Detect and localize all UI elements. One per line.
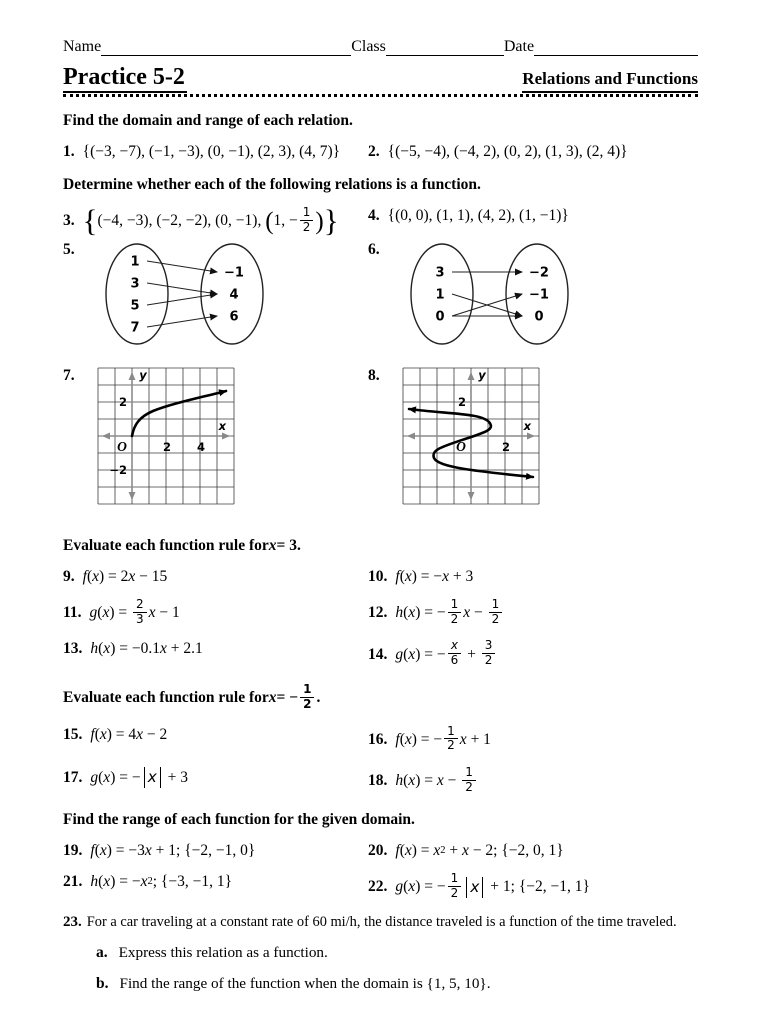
math-variable: x bbox=[462, 841, 469, 859]
math-variable: g bbox=[395, 878, 404, 896]
svg-text:5: 5 bbox=[130, 298, 140, 314]
expression bbox=[395, 870, 590, 902]
problems-1-2 bbox=[63, 143, 698, 161]
problem-5 bbox=[63, 241, 368, 349]
math-text: ( bbox=[86, 567, 93, 585]
math-variable: x bbox=[268, 536, 277, 554]
problem-number: 4. bbox=[368, 207, 380, 225]
math-text: Find the domain and range of each relation. bbox=[63, 112, 353, 130]
math-variable: x bbox=[99, 725, 107, 743]
math-text: ( bbox=[403, 878, 409, 896]
problem-4 bbox=[368, 207, 698, 225]
problem-number: 1. bbox=[63, 143, 75, 161]
evaluate-neg-half-heading bbox=[63, 681, 698, 713]
math-text: ) = bbox=[109, 604, 131, 622]
fraction bbox=[462, 766, 476, 795]
svg-text:O: O bbox=[455, 438, 466, 454]
math-variable: h bbox=[395, 772, 404, 790]
math-text: ( bbox=[98, 872, 104, 890]
problem-23 bbox=[63, 914, 698, 931]
name-label: Name bbox=[63, 38, 102, 55]
problem-6 bbox=[368, 241, 698, 349]
fraction-numerator: 3 bbox=[482, 639, 496, 654]
math-variable: x bbox=[144, 841, 152, 859]
problems-21-22 bbox=[63, 870, 698, 902]
fraction bbox=[300, 683, 314, 712]
math-variable: g bbox=[395, 645, 404, 663]
math-variable: x bbox=[99, 841, 107, 859]
fraction bbox=[448, 872, 462, 901]
math-variable: x bbox=[102, 604, 110, 622]
svg-text:x: x bbox=[218, 418, 226, 433]
math-text: ) = bbox=[411, 841, 434, 859]
math-variable: f bbox=[90, 725, 95, 743]
svg-text:1: 1 bbox=[435, 287, 445, 303]
math-text: ( bbox=[94, 841, 100, 859]
problem-text bbox=[87, 914, 677, 931]
problem-number: 3. bbox=[63, 212, 75, 230]
math-text: + bbox=[463, 645, 480, 663]
problem-number: 18. bbox=[368, 772, 388, 790]
math-text: − bbox=[470, 604, 487, 622]
math-text: + 1 bbox=[466, 730, 491, 748]
problem-14 bbox=[368, 640, 698, 669]
math-text: For a car traveling at a constant rate of 60 mi/h, the distance traveled is a function of the time traveled. bbox=[86, 914, 677, 931]
subitem-letter: a. bbox=[96, 944, 108, 962]
expression bbox=[395, 596, 504, 628]
math-text: (−4, −3), (−2, −2), (0, −1), bbox=[97, 212, 266, 230]
expression: f ( x ) = x 2 + x − 2; {−2, 0, 1} bbox=[395, 841, 564, 859]
name-input-line[interactable] bbox=[101, 40, 351, 56]
title-row bbox=[63, 65, 698, 97]
problem-9 bbox=[63, 568, 368, 586]
fraction bbox=[489, 598, 503, 627]
fraction-denominator: 2 bbox=[484, 653, 493, 668]
date-label: Date bbox=[503, 38, 535, 55]
coordinate-graph bbox=[97, 367, 235, 505]
math-text: ( bbox=[94, 725, 100, 743]
math-text: ) = 4 bbox=[106, 725, 137, 743]
find-range-heading bbox=[63, 811, 698, 829]
math-text: ) = − bbox=[411, 730, 443, 748]
expression bbox=[90, 842, 255, 860]
big-delimiter: { bbox=[82, 203, 98, 239]
math-text: {(−5, −4), (−4, 2), (0, 2), (1, 3), (2, 4)} bbox=[387, 143, 628, 161]
math-variable: x bbox=[103, 768, 111, 786]
svg-text:6: 6 bbox=[229, 309, 239, 325]
fraction bbox=[300, 206, 314, 235]
problem-number: 12. bbox=[368, 604, 388, 622]
math-variable: x bbox=[404, 841, 412, 859]
math-text: + 1; {−2, −1, 1} bbox=[486, 878, 590, 896]
math-text: ) = − bbox=[411, 567, 443, 585]
problem-23a bbox=[63, 944, 698, 962]
problem-number: 14. bbox=[368, 645, 388, 663]
problem-2 bbox=[368, 143, 698, 161]
math-text: ) = −0.1 bbox=[110, 640, 160, 658]
svg-text:−1: −1 bbox=[223, 265, 244, 281]
math-text: ) = −3 bbox=[106, 841, 145, 859]
math-variable: f bbox=[90, 841, 95, 859]
absolute-value: x bbox=[466, 877, 483, 898]
math-text: + 3 bbox=[449, 567, 474, 585]
big-delimiter: ( bbox=[265, 207, 274, 235]
math-text: . bbox=[316, 689, 321, 707]
expression: h ( x ) = − x 2 ; {−3, −1, 1} bbox=[90, 872, 233, 890]
math-variable: g bbox=[89, 604, 98, 622]
expression bbox=[395, 767, 478, 796]
math-variable: x bbox=[159, 640, 167, 658]
math-text: − 15 bbox=[135, 567, 168, 585]
fraction-denominator: 2 bbox=[450, 885, 459, 900]
problems-5-6 bbox=[63, 241, 698, 349]
fraction bbox=[448, 639, 462, 668]
math-variable: g bbox=[90, 768, 99, 786]
class-label: Class bbox=[351, 38, 386, 55]
math-variable: f bbox=[395, 567, 400, 585]
problem-20 bbox=[368, 842, 698, 860]
fraction-denominator: 2 bbox=[447, 738, 455, 753]
problem-number: 21. bbox=[63, 872, 83, 890]
svg-text:O: O bbox=[116, 438, 127, 454]
math-text: − 1 bbox=[155, 604, 180, 622]
problem-number: 9. bbox=[63, 567, 75, 585]
worksheet-body bbox=[63, 112, 698, 993]
svg-text:1: 1 bbox=[130, 254, 140, 270]
math-text: − bbox=[443, 772, 461, 790]
svg-text:4: 4 bbox=[196, 439, 205, 454]
problem-3 bbox=[63, 203, 368, 239]
math-text: + 3 bbox=[163, 768, 189, 786]
math-text: ( bbox=[98, 640, 104, 658]
problem-number: 17. bbox=[63, 768, 83, 786]
problem-number: 20. bbox=[368, 841, 388, 859]
svg-text:−2: −2 bbox=[108, 462, 127, 477]
math-variable: x bbox=[103, 640, 111, 658]
problems-3-4 bbox=[63, 203, 698, 239]
coordinate-graph bbox=[402, 367, 540, 505]
math-variable: x bbox=[459, 730, 467, 748]
problem-7 bbox=[63, 367, 368, 505]
math-text: ) = − bbox=[110, 872, 141, 890]
math-text: ) = − bbox=[415, 645, 446, 663]
math-variable: x bbox=[408, 645, 416, 663]
problem-number: 8. bbox=[368, 366, 380, 384]
problem-number: 7. bbox=[63, 366, 75, 384]
math-text: ) = bbox=[415, 772, 437, 790]
problem-number: 10. bbox=[368, 567, 388, 585]
big-delimiter: } bbox=[323, 203, 339, 239]
absolute-value: x bbox=[144, 767, 161, 788]
svg-text:3: 3 bbox=[130, 276, 140, 292]
svg-text:x: x bbox=[523, 418, 531, 433]
math-text: ; {−3, −1, 1} bbox=[152, 872, 233, 890]
problem-17 bbox=[63, 767, 368, 788]
math-text: + bbox=[445, 841, 463, 859]
problem-12 bbox=[368, 596, 698, 628]
math-text: − 2; {−2, 0, 1} bbox=[468, 841, 564, 859]
problem-22 bbox=[368, 870, 698, 902]
math-variable: x bbox=[103, 872, 111, 890]
problem-19 bbox=[63, 842, 368, 860]
fraction bbox=[444, 725, 458, 754]
problems-13-14 bbox=[63, 640, 698, 669]
svg-text:−1: −1 bbox=[528, 287, 549, 303]
math-text: ( bbox=[97, 604, 103, 622]
fraction-denominator: 2 bbox=[303, 696, 312, 711]
math-variable: x bbox=[92, 567, 99, 585]
problem-number: 23. bbox=[63, 914, 82, 931]
math-text: ( bbox=[403, 604, 409, 622]
math-variable: x bbox=[128, 567, 136, 585]
date-input-line[interactable] bbox=[534, 40, 698, 56]
problem-number: 15. bbox=[63, 725, 83, 743]
math-text: ( bbox=[399, 841, 405, 859]
problem-number: 6. bbox=[368, 240, 380, 258]
math-text: ( bbox=[403, 645, 409, 663]
math-variable: x bbox=[436, 772, 444, 790]
math-variable: f bbox=[82, 567, 87, 585]
expression bbox=[388, 207, 569, 225]
svg-text:y: y bbox=[477, 367, 486, 382]
math-text: ( bbox=[399, 730, 405, 748]
math-variable: f bbox=[395, 841, 400, 859]
math-text: − 2 bbox=[143, 725, 168, 743]
math-text: ) = − bbox=[415, 878, 446, 896]
problem-1 bbox=[63, 143, 368, 161]
problem-18 bbox=[368, 767, 698, 796]
math-variable: x bbox=[433, 841, 441, 859]
problems-7-8 bbox=[63, 367, 698, 505]
svg-text:2: 2 bbox=[162, 439, 171, 454]
svg-text:−2: −2 bbox=[528, 265, 549, 281]
problem-number: 22. bbox=[368, 878, 388, 896]
determine-function-heading bbox=[63, 176, 698, 194]
problem-number: 16. bbox=[368, 730, 388, 748]
expression bbox=[395, 723, 491, 755]
expression bbox=[90, 640, 202, 658]
svg-text:y: y bbox=[138, 367, 147, 382]
math-variable: x bbox=[404, 567, 412, 585]
fraction-numerator: 1 bbox=[489, 598, 503, 613]
fraction-denominator: 2 bbox=[465, 779, 473, 794]
problems-11-12 bbox=[63, 596, 698, 628]
math-text: Evaluate each function rule for bbox=[63, 536, 269, 554]
problem-number: 19. bbox=[63, 841, 83, 859]
fraction-denominator: 2 bbox=[302, 219, 311, 234]
math-text: Find the range of each function for the given domain. bbox=[63, 810, 415, 828]
expression bbox=[89, 596, 180, 628]
math-text: + 1; {−2, −1, 0} bbox=[151, 841, 256, 859]
problem-8 bbox=[368, 367, 698, 505]
svg-text:2: 2 bbox=[118, 394, 127, 409]
math-variable: x bbox=[268, 689, 277, 707]
svg-text:0: 0 bbox=[534, 309, 544, 325]
math-text: ( bbox=[399, 567, 405, 585]
math-text: = 3. bbox=[276, 536, 301, 554]
class-input-line[interactable] bbox=[386, 40, 504, 56]
mapping-diagram bbox=[97, 241, 275, 349]
problem-15 bbox=[63, 726, 368, 744]
expression bbox=[395, 640, 497, 669]
math-text: Express this relation as a function. bbox=[118, 944, 328, 962]
math-text: 1, − bbox=[273, 212, 298, 230]
find-domain-range-heading bbox=[63, 112, 698, 130]
fraction-denominator: 6 bbox=[450, 653, 459, 668]
fraction-denominator: 2 bbox=[491, 611, 500, 626]
problem-10 bbox=[368, 568, 698, 586]
math-text: ( bbox=[403, 772, 409, 790]
math-text: Determine whether each of the following relations is a function. bbox=[63, 176, 481, 194]
expression bbox=[388, 143, 628, 161]
fraction-numerator: 1 bbox=[462, 766, 476, 781]
fraction-numerator: 1 bbox=[300, 683, 314, 698]
math-text: = − bbox=[276, 689, 299, 707]
math-variable: f bbox=[395, 730, 400, 748]
expression bbox=[395, 568, 473, 586]
fraction-numerator: 1 bbox=[448, 872, 462, 887]
problem-number: 13. bbox=[63, 640, 83, 658]
svg-text:0: 0 bbox=[435, 309, 445, 325]
subitem-letter: b. bbox=[96, 975, 109, 993]
problem-11 bbox=[63, 596, 368, 628]
fraction-numerator: 1 bbox=[448, 598, 462, 613]
problem-21 bbox=[63, 873, 368, 891]
problems-15-16 bbox=[63, 723, 698, 755]
fraction-numerator: x bbox=[448, 639, 461, 654]
math-variable: x bbox=[408, 878, 416, 896]
big-delimiter: ) bbox=[315, 207, 324, 235]
problem-number: 11. bbox=[63, 604, 82, 622]
problems-9-10 bbox=[63, 568, 698, 586]
math-variable: x bbox=[408, 604, 416, 622]
problem-number: 2. bbox=[368, 143, 380, 161]
math-variable: x bbox=[442, 567, 450, 585]
expression bbox=[90, 726, 167, 744]
expression bbox=[90, 767, 188, 788]
math-text: ) = − bbox=[415, 604, 446, 622]
subitem-text bbox=[120, 975, 491, 993]
math-variable: h bbox=[90, 640, 99, 658]
fraction bbox=[133, 598, 147, 627]
svg-text:2: 2 bbox=[501, 439, 510, 454]
svg-text:2: 2 bbox=[457, 394, 466, 409]
math-variable: x bbox=[140, 872, 148, 890]
math-text: Find the range of the function when the domain is {1, 5, 10}. bbox=[119, 975, 491, 993]
fraction-numerator: 2 bbox=[133, 598, 147, 613]
math-text: {(−3, −7), (−1, −3), (0, −1), (2, 3), (4, 7)} bbox=[82, 143, 341, 161]
math-variable: x bbox=[404, 730, 412, 748]
problem-number: 5. bbox=[63, 240, 75, 258]
math-text: ) = − bbox=[110, 768, 141, 786]
problem-13 bbox=[63, 640, 368, 658]
math-text: ( bbox=[98, 768, 104, 786]
fraction-denominator: 3 bbox=[136, 611, 144, 626]
fraction-numerator: 1 bbox=[444, 725, 458, 740]
problems-17-18 bbox=[63, 767, 698, 796]
problem-23b bbox=[63, 975, 698, 993]
svg-text:7: 7 bbox=[130, 320, 140, 336]
math-text: + 2.1 bbox=[166, 640, 203, 658]
problem-16 bbox=[368, 723, 698, 755]
problems-19-20 bbox=[63, 842, 698, 860]
worksheet-subtitle: Relations and Functions bbox=[522, 69, 698, 93]
mapping-diagram bbox=[402, 241, 580, 349]
subitem-text bbox=[119, 944, 328, 962]
math-text: {(0, 0), (1, 1), (4, 2), (1, −1)} bbox=[387, 207, 569, 225]
math-text: ) = 2 bbox=[99, 567, 129, 585]
math-variable: h bbox=[395, 604, 404, 622]
math-variable: x bbox=[408, 772, 416, 790]
math-variable: h bbox=[90, 872, 99, 890]
math-variable: x bbox=[463, 604, 471, 622]
fraction bbox=[482, 639, 496, 668]
expression bbox=[83, 568, 168, 586]
expression bbox=[83, 143, 340, 161]
math-text: Evaluate each function rule for bbox=[63, 689, 269, 707]
math-variable: x bbox=[148, 604, 156, 622]
fraction-denominator: 2 bbox=[450, 611, 459, 626]
expression bbox=[82, 203, 339, 239]
worksheet-title: Practice 5-2 bbox=[63, 65, 187, 93]
name-class-date-row bbox=[63, 34, 698, 56]
svg-text:4: 4 bbox=[229, 287, 239, 303]
fraction-numerator: 1 bbox=[300, 206, 314, 221]
fraction bbox=[448, 598, 462, 627]
math-variable: x bbox=[136, 725, 144, 743]
evaluate-x3-heading bbox=[63, 537, 698, 555]
svg-text:3: 3 bbox=[435, 265, 445, 281]
